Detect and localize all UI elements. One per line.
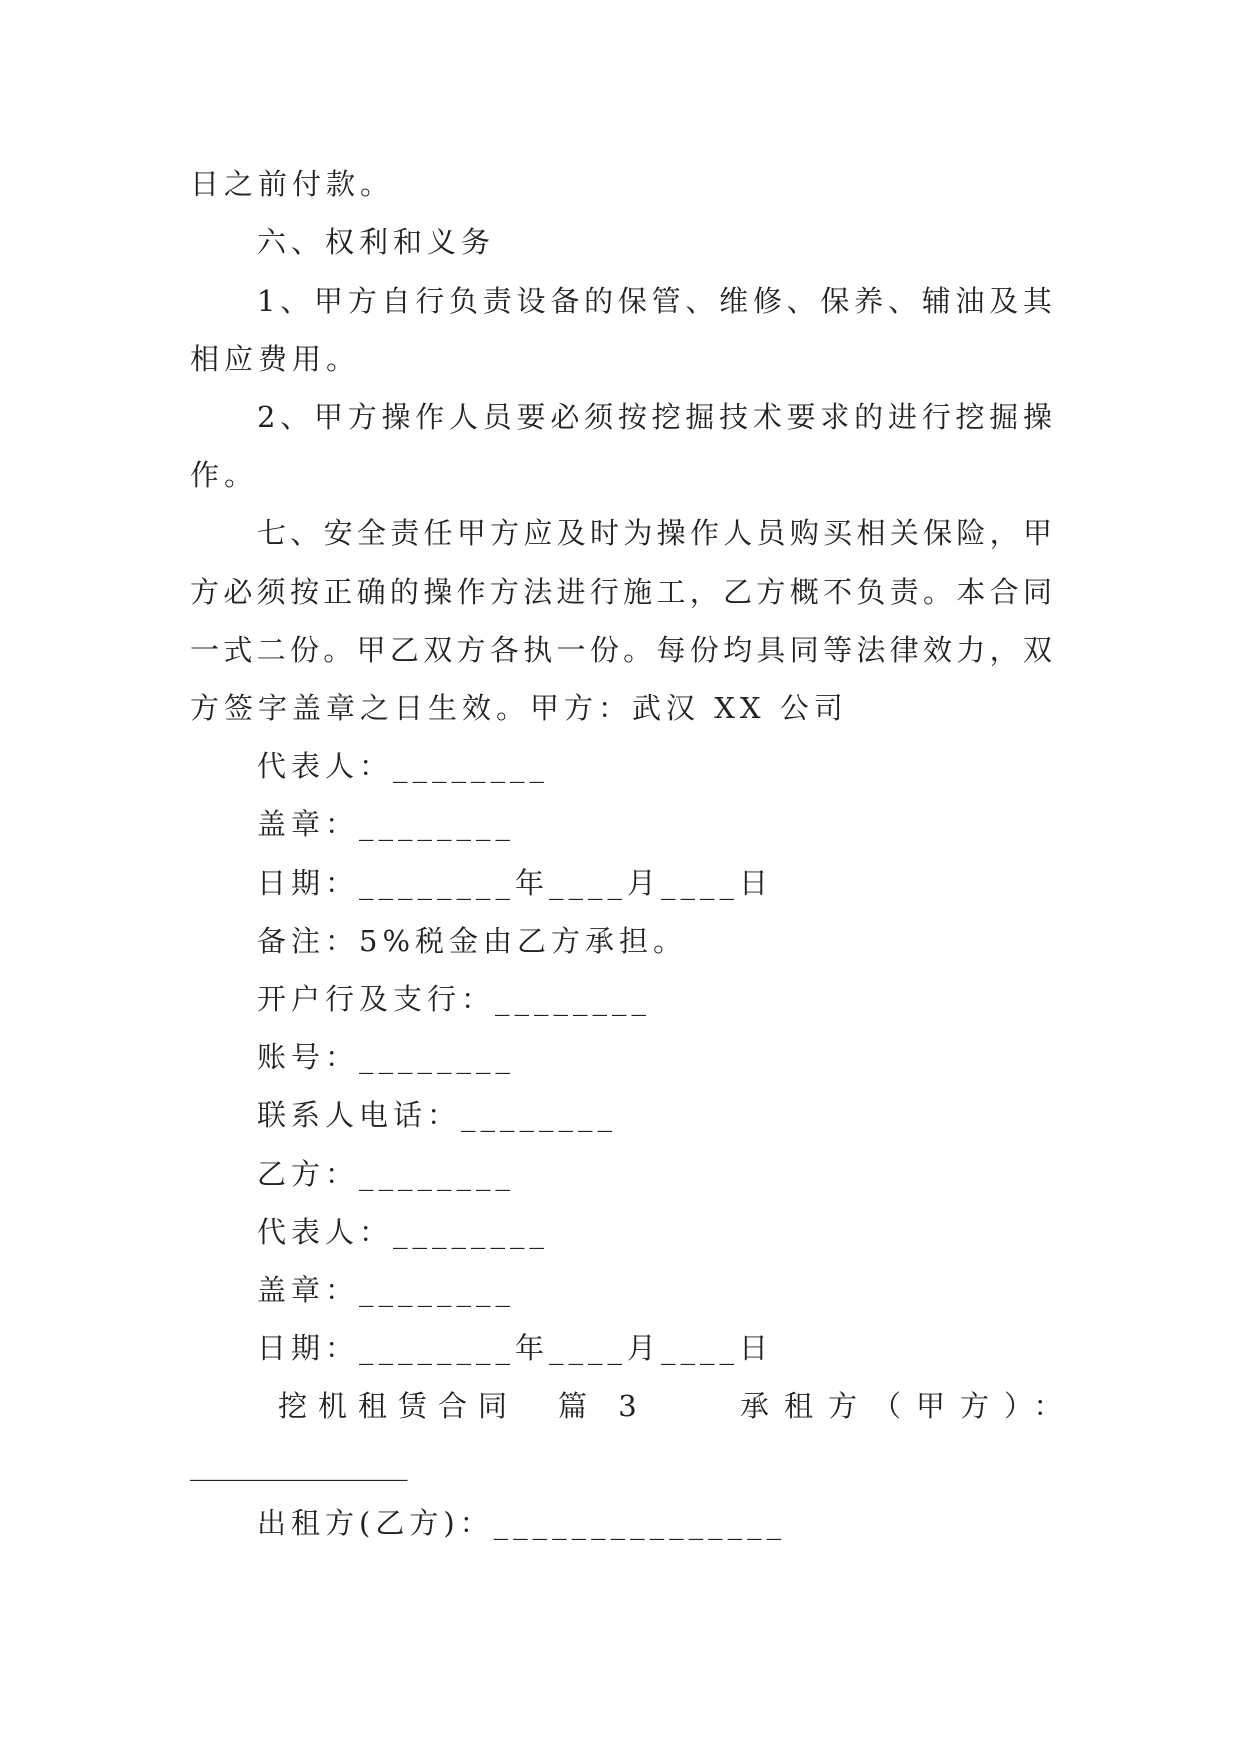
contract-title: 挖机租赁合同 篇 3: [278, 1389, 648, 1423]
text-line: 一式二份。甲乙双方各执一份。每份均具同等法律效力，双: [190, 633, 1052, 667]
text-line: 作。: [190, 458, 259, 492]
representative-field: 代表人：________: [257, 1215, 550, 1249]
seal-field: 盖章：________: [257, 1273, 516, 1307]
text-line: 1、甲方自行负责设备的保管、维修、保养、辅油及其: [257, 284, 1052, 318]
bank-field: 开户行及支行：________: [257, 982, 652, 1016]
text-line: 七、安全责任甲方应及时为操作人员购买相关保险，甲: [257, 516, 1052, 550]
date-field: 日期：________年____月____日: [257, 1331, 774, 1365]
text-line: 方签字盖章之日生效。甲方：武汉 XX 公司: [190, 691, 848, 725]
representative-field: 代表人：________: [257, 749, 550, 783]
remark-line: 备注：5%税金由乙方承担。: [257, 924, 688, 958]
text-line: 2、甲方操作人员要必须按挖掘技术要求的进行挖掘操: [257, 400, 1052, 434]
seal-field: 盖章：________: [257, 807, 516, 841]
date-field: 日期：________年____月____日: [257, 866, 774, 900]
text-line: 方必须按正确的操作方法进行施工，乙方概不负责。本合同: [190, 575, 1052, 609]
text-line: 相应费用。: [190, 342, 361, 376]
account-field: 账号：________: [257, 1040, 516, 1074]
contact-phone-field: 联系人电话：________: [257, 1098, 618, 1132]
text-line: 日之前付款。: [190, 167, 395, 201]
lessee-blank: _______________: [190, 1447, 408, 1481]
party-b-field: 乙方：________: [257, 1157, 516, 1191]
lessee-label: 承租方（甲方）：: [740, 1389, 1078, 1423]
section-heading: 六、权利和义务: [257, 225, 496, 259]
lessor-field: 出租方(乙方)：_______________: [257, 1506, 787, 1540]
